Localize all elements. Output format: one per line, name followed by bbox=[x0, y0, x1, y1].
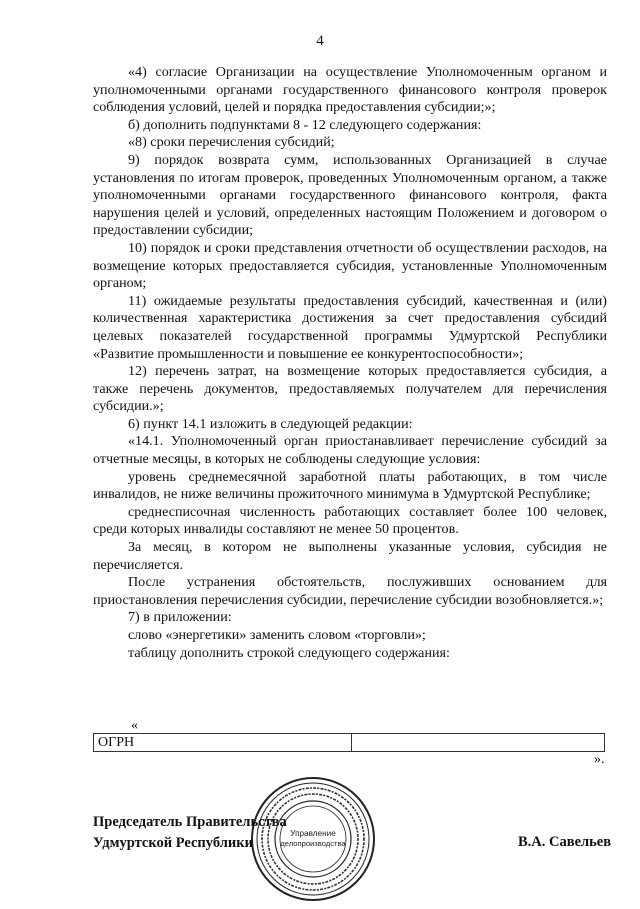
paragraph-replace-word: слово «энергетики» заменить словом «торговли»; bbox=[128, 627, 426, 643]
document-body bbox=[93, 64, 607, 662]
paragraph-10-reporting: 10) порядок и сроки представления отчетности об осуществлении расходов, на возмещение которых предоставляется субсидия, установленные Уполномоченным органом; bbox=[93, 239, 607, 292]
stamp-center-line2: делопроизводства bbox=[280, 839, 346, 848]
table-close-quote: ». bbox=[594, 752, 605, 767]
table-open-quote: « bbox=[131, 718, 138, 733]
table-cell-value bbox=[352, 734, 604, 751]
paragraph-7-appendix: 7) в приложении: bbox=[128, 609, 232, 626]
paragraph-month-not-paid: За месяц, в котором не выполнены указанные условия, субсидия не перечисляется. bbox=[93, 539, 607, 573]
signature-title-line1: Председатель Правительства bbox=[93, 814, 287, 830]
table-row bbox=[93, 733, 605, 752]
paragraph-salary-level: уровень среднемесячной заработной платы работающих, в том числе инвалидов, не ниже величины прожиточного минимума в Удмуртской Республике; bbox=[93, 468, 607, 503]
signatory-name: В.А. Савельев bbox=[518, 834, 612, 850]
paragraph-6-item-14-1: 6) пункт 14.1 изложить в следующей редакции: bbox=[128, 415, 413, 432]
page-number: 4 bbox=[316, 33, 324, 49]
stamp-center-line1: Управление bbox=[290, 829, 336, 838]
table-cell-label: ОГРН bbox=[94, 734, 352, 751]
paragraph-9-refund: 9) порядок возврата сумм, использованных Организацией в случае установления по итогам проверок, проведенных Уполномоченным органом, а также уполномоченными органами государственного финансового контроля, факта нарушения целей и условий, определенных настоящим Положением и договором о предоставлении субсидии; bbox=[93, 151, 607, 239]
paragraph-add-table-row: таблицу дополнить строкой следующего содержания: bbox=[128, 644, 450, 661]
paragraph-12-costs: 12) перечень затрат, на возмещение которых предоставляется субсидия, а также перечень документов, предоставляемых получателем для перечисления субсидии.»; bbox=[93, 363, 607, 415]
paragraph-resume: После устранения обстоятельств, послуживших основанием для приостановления перечисления субсидии, перечисление субсидии возобновляется.»; bbox=[93, 574, 607, 608]
paragraph-8-terms: «8) сроки перечисления субсидий; bbox=[128, 134, 335, 151]
paragraph-4-consent: «4) согласие Организации на осуществление Уполномоченным органом и уполномоченными органами государственного финансового контроля проверок соблюдения условий, целей и порядка предоставления субсидии;»; bbox=[93, 64, 607, 116]
signature-title bbox=[93, 812, 287, 854]
paragraph-11-results: 11) ожидаемые результаты предоставления субсидий, качественная и (или) количественная характеристика достижения за счет предоставления субсидий целевых показателей государственной программы Удмуртской Республики «Развитие промышленности и повышение ее конкурентоспособности»; bbox=[93, 292, 607, 362]
paragraph-headcount: среднесписочная численность работающих составляет более 100 человек, среди которых инвалиды составляют не менее 50 процентов. bbox=[93, 503, 607, 538]
paragraph-b-add-subitems: б) дополнить подпунктами 8 - 12 следующего содержания: bbox=[128, 116, 482, 133]
signature-title-line2: Удмуртской Республики bbox=[93, 835, 253, 851]
paragraph-14-1-suspend: «14.1. Уполномоченный орган приостанавливает перечисление субсидий за отчетные месяцы, в которых не соблюдены следующие условия: bbox=[93, 433, 607, 468]
